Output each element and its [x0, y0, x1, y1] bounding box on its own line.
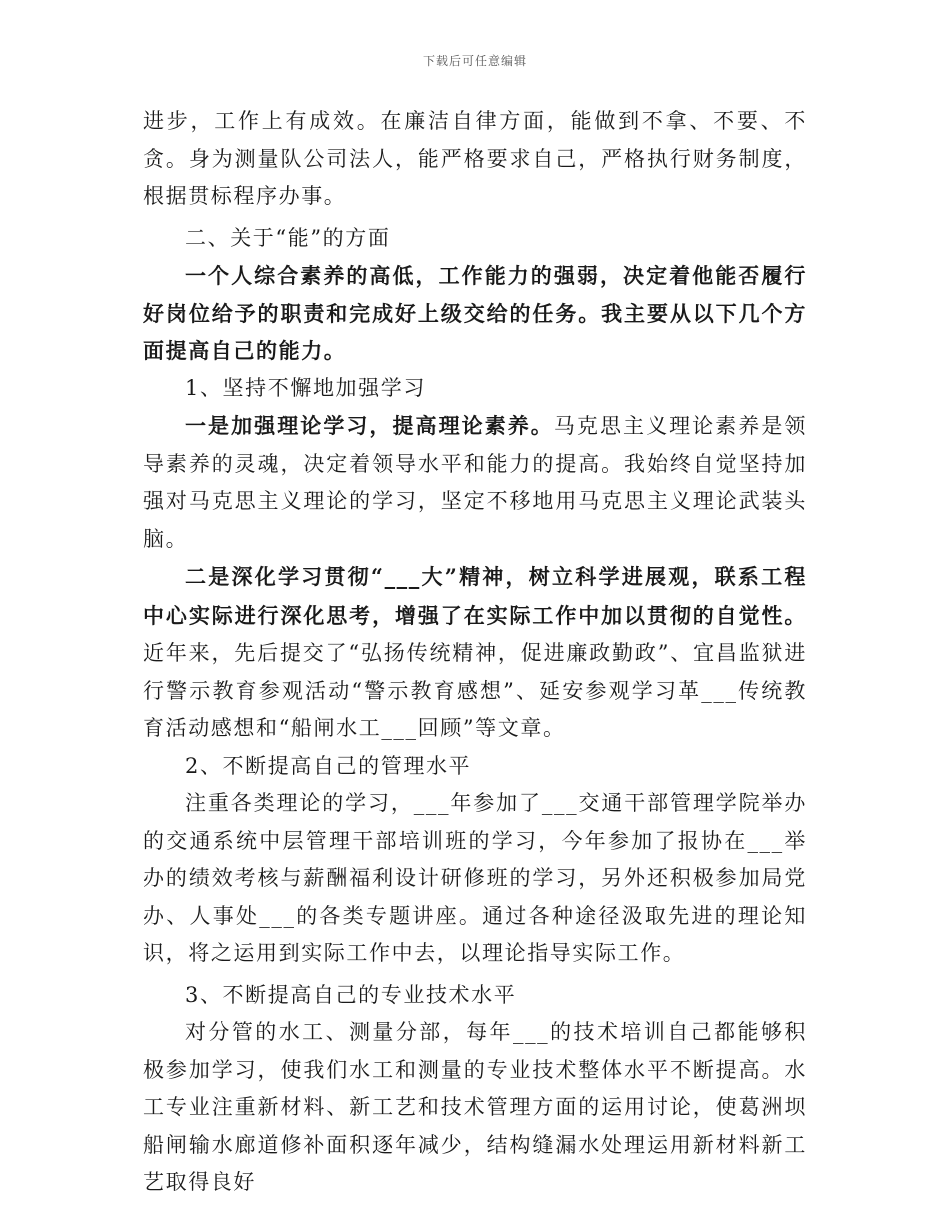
- paragraph-5: 注重各类理论的学习，___年参加了___交通干部管理学院举办的交通系统中层管理干部培训班的学习，今年参加了报协在___举办的绩效考核与薪酬福利设计研修班的学习，另外还积极参加局党办、人事处___的各类专题讲座。通过各种途径汲取先进的理论知识，将之运用到实际工作中去，以理论指导实际工作。: [143, 791, 807, 965]
- document-body: [143, 103, 807, 1202]
- paragraph-2: 一个人综合素养的高低，工作能力的强弱，决定着他能否履行好岗位给予的职责和完成好上级交给的任务。我主要从以下几个方面提高自己的能力。: [143, 263, 807, 363]
- paragraph-4-body: 近年来，先后提交了“弘扬传统精神，促进廉政勤政”、宜昌监狱进行警示教育参观活动“警示教育感想”、延安参观学习革___传统教育活动感想和“船闸水工___回顾”等文章。: [143, 641, 807, 740]
- paragraph-3-body: 马克思主义理论素养是领导素养的灵魂，决定着领导水平和能力的提高。我始终自觉坚持加强对马克思主义理论的学习，坚定不移地用马克思主义理论武装头脑。: [143, 414, 807, 551]
- subheading-2: 2、不断提高自己的管理水平: [185, 753, 472, 778]
- section-heading-2: 二、关于“能”的方面: [185, 225, 391, 250]
- page-header: 下载后可任意编辑: [422, 54, 527, 68]
- paragraph-4-lead: 二是深化学习贯彻“___大”精神，树立科学进展观，联系工程中心实际进行深化思考，增强了在实际工作中加以贯彻的自觉性。: [143, 564, 807, 628]
- paragraph-3-lead: 一是加强理论学习，提高理论素养。: [185, 413, 554, 438]
- paragraph-6: 对分管的水工、测量分部，每年___的技术培训自己都能够积极参加学习，使我们水工和测量的专业技术整体水平不断提高。水工专业注重新材料、新工艺和技术管理方面的运用讨论，使葛洲坝船闸输水廊道修补面积逐年减少，结构缝漏水处理运用新材料新工艺取得良好: [143, 1020, 807, 1194]
- subheading-3: 3、不断提高自己的专业技术水平: [185, 982, 517, 1007]
- paragraph-1: 进步，工作上有成效。在廉洁自律方面，能做到不拿、不要、不贪。身为测量队公司法人，能严格要求自己，严格执行财务制度，根据贯标程序办事。: [143, 109, 807, 208]
- paragraph-4: [143, 558, 807, 748]
- subheading-1: 1、坚持不懈地加强学习: [185, 375, 426, 400]
- paragraph-3: [143, 407, 807, 558]
